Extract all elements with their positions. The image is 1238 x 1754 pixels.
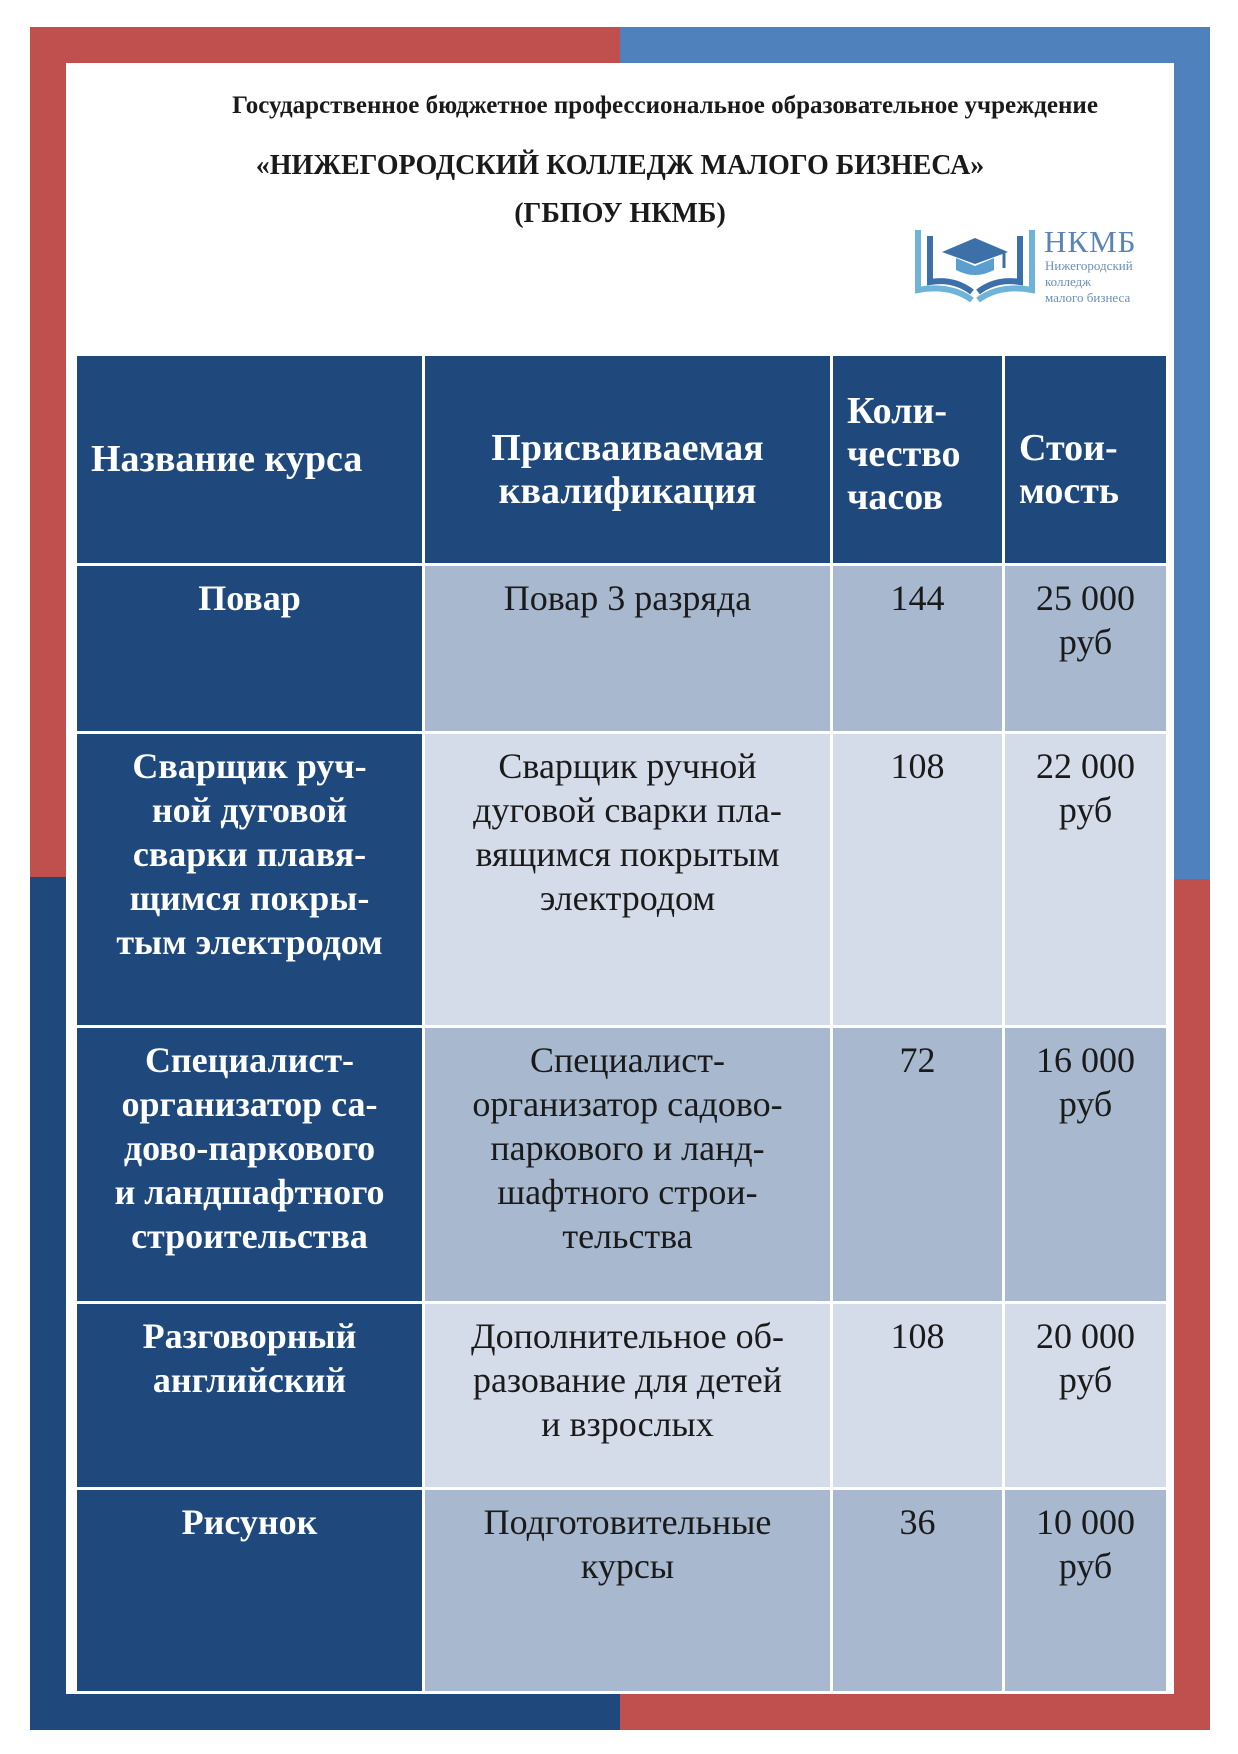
course-hours: 108 xyxy=(832,733,1004,1027)
table-header-row xyxy=(76,355,1168,565)
header-qualification: Присваиваемая квалификация xyxy=(424,355,832,565)
frame-top-right xyxy=(620,27,1210,63)
logo-subtitle-2: колледж xyxy=(1045,274,1092,289)
course-cost: 16 000 руб xyxy=(1004,1027,1168,1303)
course-hours: 144 xyxy=(832,565,1004,733)
course-cost: 22 000 руб xyxy=(1004,733,1168,1027)
frame-left-top xyxy=(30,27,66,877)
header-cost: Стои- мость xyxy=(1004,355,1168,565)
course-name: Сварщик руч- ной дуговой сварки плавя- щимся покры- тым электродом xyxy=(76,733,424,1027)
logo-subtitle-3: малого бизнеса xyxy=(1045,290,1131,305)
course-qualification: Специалист- организатор садово- паркового и ланд- шафтного строи- тельства xyxy=(424,1027,832,1303)
frame-top-left xyxy=(30,27,620,63)
frame-bottom-right xyxy=(620,1694,1210,1730)
institution-type: Государственное бюджетное профессиональное образовательное учреждение xyxy=(232,92,1098,119)
table-row xyxy=(76,1027,1168,1303)
table-row xyxy=(76,733,1168,1027)
frame-right-top xyxy=(1174,27,1210,879)
course-hours: 72 xyxy=(832,1027,1004,1303)
book-cap-icon xyxy=(910,222,1040,308)
course-cost: 10 000 руб xyxy=(1004,1489,1168,1693)
course-cost: 25 000 руб xyxy=(1004,565,1168,733)
frame-bottom-left xyxy=(30,1694,620,1730)
course-cost: 20 000 руб xyxy=(1004,1303,1168,1489)
course-qualification: Подготовительные курсы xyxy=(424,1489,832,1693)
institution-abbr: (ГБПОУ НКМБ) xyxy=(514,198,726,229)
course-qualification: Сварщик ручной дуговой сварки пла- вящимся покрытым электродом xyxy=(424,733,832,1027)
table-row xyxy=(76,565,1168,733)
table-row xyxy=(76,1303,1168,1489)
course-name: Разговорный английский xyxy=(76,1303,424,1489)
logo-title: НКМБ xyxy=(1044,224,1137,259)
course-name: Повар xyxy=(76,565,424,733)
courses-table xyxy=(74,353,1169,1694)
table-row xyxy=(76,1489,1168,1693)
course-hours: 36 xyxy=(832,1489,1004,1693)
frame-left-bottom xyxy=(30,877,66,1730)
course-qualification: Дополнительное об- разование для детей и взрослых xyxy=(424,1303,832,1489)
course-name: Специалист- организатор са- дово-паркового и ландшафтного строительства xyxy=(76,1027,424,1303)
course-name: Рисунок xyxy=(76,1489,424,1693)
header-course-name: Название курса xyxy=(76,355,424,565)
course-hours: 108 xyxy=(832,1303,1004,1489)
institution-name: «НИЖЕГОРОДСКИЙ КОЛЛЕДЖ МАЛОГО БИЗНЕСА» xyxy=(255,150,985,181)
frame-right-bottom xyxy=(1174,879,1210,1730)
course-qualification: Повар 3 разряда xyxy=(424,565,832,733)
header-hours: Коли- чество часов xyxy=(832,355,1004,565)
college-logo xyxy=(910,222,1160,308)
logo-subtitle-1: Нижегородский xyxy=(1045,258,1133,273)
